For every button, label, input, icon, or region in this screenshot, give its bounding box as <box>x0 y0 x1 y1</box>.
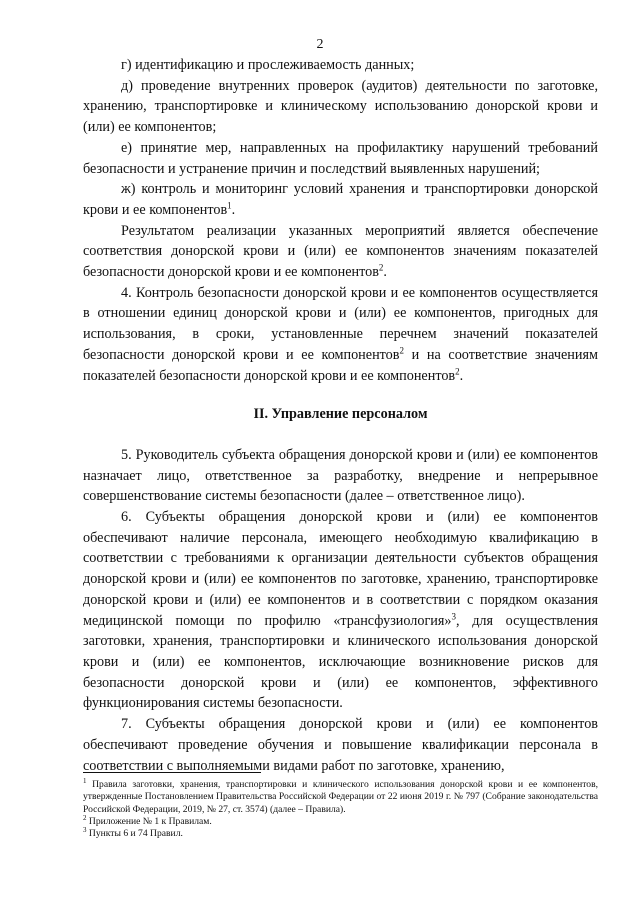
paragraph-4 <box>83 283 598 387</box>
footnote-separator <box>83 772 261 773</box>
paragraph-4-text-b: и на соответствие значениям показателей безопасности донорской крови и ее компонентов <box>83 346 598 384</box>
paragraph-g: г) идентификацию и прослеживаемость данных; <box>121 57 415 73</box>
footnote-mark: 1 <box>83 776 87 785</box>
paragraph-6-text-a: 6. Субъекты обращения донорской крови и (или) ее компонентов обеспечивают наличие персонала, имеющего необходимую квалификацию в соответствии с требованиями к организации деятельности субъектов обращения донорской крови и (или) ее компонентов по заготовке, хранению, транспортировке донорской крови и (или) ее компонентов и в соответствии с порядком оказания медицинской помощи по профилю «трансфузиология» <box>83 509 598 629</box>
document-body <box>83 55 598 776</box>
footnote-mark: 2 <box>83 813 87 822</box>
footnote-2 <box>83 813 598 828</box>
paragraph-4-text-a: 4. Контроль безопасности донорской крови и ее компонентов осуществляется в отношении единиц донорской крови и (или) ее компонентов, пригодных для использования, в сроки, установленные перечнем значений показателей безопасности донорской крови и ее компонентов <box>83 284 598 363</box>
footnote-text: Правила заготовки, хранения, транспортировки и клинического использования донорской крови и ее компонентов, утвержденные Постановлением Правительства Российской Федерации от 22 июня 2019 г. № 797 (Собрание законодательства Российской Федерации, 2019, № 27, ст. 3574) (далее – Правила). <box>83 779 598 815</box>
footnote-ref-1: 1 <box>227 200 232 211</box>
paragraph-zh <box>83 179 598 220</box>
paragraph-result <box>83 221 598 283</box>
paragraph-result-end: . <box>383 264 387 281</box>
paragraph-e: е) принятие мер, направленных на профилактику нарушений требований безопасности и устранение причин и последствий выявленных нарушений; <box>83 139 598 177</box>
footnote-ref-3: 3 <box>451 610 457 621</box>
paragraph-6 <box>83 507 598 714</box>
page-number: 2 <box>316 37 324 52</box>
paragraph-5: 5. Руководитель субъекта обращения донорской крови и (или) ее компонентов назначает лицо, ответственное за разработку, внедрение и непрерывное совершенствование системы безопасности (далее – ответственное лицо). <box>83 446 598 505</box>
footnote-mark: 3 <box>83 826 87 834</box>
paragraph-zh-end: . <box>231 201 236 218</box>
footnote-ref-2b: 2 <box>399 345 404 356</box>
footnote-ref-2: 2 <box>378 262 384 273</box>
footnote-text: Приложение № 1 к Правилам. <box>86 815 212 827</box>
footnote-text: Пункты 6 и 74 Правил. <box>86 828 183 840</box>
paragraph-7: 7. Субъекты обращения донорской крови и (или) ее компонентов обеспечивают проведение обучения и повышение квалификации персонала в соответствии с выполняемыми видами работ по заготовке, хранению, <box>83 716 598 774</box>
paragraph-4-end: . <box>459 367 464 384</box>
paragraph-d: д) проведение внутренних проверок (аудитов) деятельности по заготовке, хранению, транспортировке и клиническому использованию донорской крови и (или) ее компонентов; <box>83 77 598 136</box>
footnote-3 <box>83 828 598 840</box>
paragraph-6-text-b: , для осуществления заготовки, хранения, транспортировки и клинического использования донорской крови и (или) ее компонентов, исключающие возникновение рисков для безопасности донорской крови и (или) ее компонентов, эффективного функционирования системы безопасности. <box>83 612 598 712</box>
footnote-ref-2c: 2 <box>455 365 460 376</box>
paragraph-result-text: Результатом реализации указанных мероприятий является обеспечение соответствия донорской крови и (или) ее компонентов значениям показателей безопасности донорской крови и ее компонентов <box>83 222 598 281</box>
footnotes <box>83 776 598 840</box>
footnote-1 <box>83 776 598 816</box>
paragraph-zh-text: ж) контроль и мониторинг условий хранения и транспортировки донорской крови и ее компонентов <box>83 181 598 218</box>
section-heading: II. Управление персоналом <box>253 406 428 423</box>
